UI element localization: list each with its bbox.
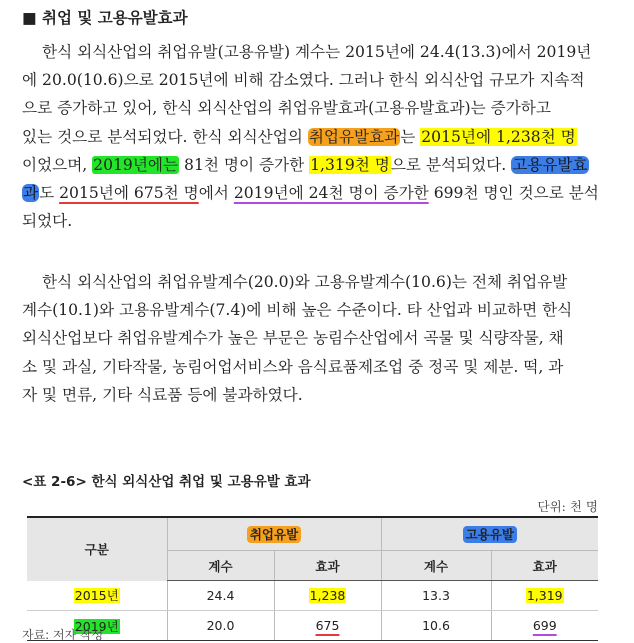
p2-line-2: 계수(10.1)와 고용유발계수(7.4)에 비해 높은 수준이다. 타 산업과 비교하면 한식 xyxy=(22,301,573,320)
row-year: 2019년 xyxy=(74,618,119,634)
table-source: 자료: 저자 작성 xyxy=(22,628,104,642)
highlight-hiring-effect: 고용유발효 xyxy=(512,155,588,174)
underline-2015-hiring: 2015년에 675천 명 xyxy=(59,184,199,203)
cell-employment-effect: 675 xyxy=(315,618,340,633)
cell-employment-effect: 1,238 xyxy=(309,588,346,603)
underline-2019-increase: 2019년에 24천 명이 증가한 xyxy=(233,184,429,203)
p1-line-4 xyxy=(22,123,608,151)
row-year: 2015년 xyxy=(74,588,119,604)
highlight-hiring-effect-cont: 과 xyxy=(23,184,39,203)
text-segment: 있는 것으로 분석되었다. 한식 외식산업의 xyxy=(22,127,308,146)
p1-line-2: 에 20.0(10.6)으로 2015년에 비해 감소였다. 그러나 한식 외식산업 규모가 지속적 xyxy=(22,71,585,90)
p1-line-1: 한식 외식산업의 취업유발(고용유발) 계수는 2015년에 24.4(13.3)에서 2019년 xyxy=(42,43,592,61)
cell-hiring-effect: 1,319 xyxy=(526,588,563,603)
subheader-coef-1: 계수 xyxy=(167,551,274,581)
header-group-hiring xyxy=(381,517,598,551)
row-year-cell xyxy=(27,581,167,611)
cell-hiring-effect: 699 xyxy=(532,618,557,633)
table-row xyxy=(27,611,598,641)
table-row xyxy=(27,581,598,611)
cell-employment-coef: 24.4 xyxy=(167,581,274,611)
p1-line-7: 되었다. xyxy=(22,212,73,231)
p2-line-4: 소 및 과실, 기타작물, 농림어업서비스와 음식료품제조업 중 정곡 및 제분. 떡, 과 xyxy=(22,357,564,376)
p1-line-5 xyxy=(22,151,608,179)
highlight-2019: 2019년에는 xyxy=(93,155,179,174)
cell-employment-coef: 20.0 xyxy=(167,611,274,641)
subheader-effect-1: 효과 xyxy=(274,551,381,581)
section-heading: ■ 취업 및 고용유발효과 xyxy=(22,9,188,27)
p1-line-3: 으로 증가하고 있어, 한식 외식산업의 취업유발효과(고용유발효과)는 증가하고 xyxy=(22,99,551,118)
text-segment: 에서 xyxy=(198,184,234,203)
header-category: 구분 xyxy=(27,517,167,581)
p2-line-5: 자 및 면류, 기타 식료품 등에 불과하였다. xyxy=(22,385,303,404)
cell-employment-effect-cell xyxy=(274,581,381,611)
table-unit: 단위: 천 명 xyxy=(537,499,598,514)
paragraph-1 xyxy=(22,38,608,235)
text-segment: 81천 명이 증가한 xyxy=(179,155,310,174)
p2-line-3: 외식산업보다 취업유발계수가 높은 부문은 농림수산업에서 곡물 및 식량작물, 채 xyxy=(22,329,564,348)
header-group-employment-label: 취업유발 xyxy=(247,526,301,543)
text-segment: 으로 분석되었다. xyxy=(390,155,512,174)
text-segment: 이었으며, xyxy=(22,155,93,174)
cell-hiring-effect-cell xyxy=(491,581,598,611)
table-caption: <표 2-6> 한식 외식산업 취업 및 고용유발 효과 xyxy=(22,474,311,490)
p1-line-6 xyxy=(22,179,608,207)
cell-hiring-effect-cell xyxy=(491,611,598,641)
highlight-2015-value: 2015년에 1,238천 명 xyxy=(421,127,576,146)
subheader-effect-2: 효과 xyxy=(491,551,598,581)
effects-table xyxy=(27,516,598,641)
cell-hiring-coef: 13.3 xyxy=(381,581,491,611)
highlight-2019-value: 1,319천 명 xyxy=(310,155,390,174)
highlight-employment-effect: 취업유발효과 xyxy=(308,127,400,146)
subheader-coef-2: 계수 xyxy=(381,551,491,581)
cell-hiring-coef: 10.6 xyxy=(381,611,491,641)
text-segment: 도 xyxy=(39,184,60,203)
paragraph-2 xyxy=(22,268,608,409)
p2-line-1: 한식 외식산업의 취업유발계수(20.0)와 고용유발계수(10.6)는 전체 취업유발 xyxy=(42,273,568,291)
text-segment: 699천 명인 것으로 분석 xyxy=(428,184,599,203)
text-segment: 는 xyxy=(400,127,421,146)
cell-employment-effect-cell xyxy=(274,611,381,641)
header-group-hiring-label: 고용유발 xyxy=(463,526,517,543)
header-group-employment xyxy=(167,517,381,551)
